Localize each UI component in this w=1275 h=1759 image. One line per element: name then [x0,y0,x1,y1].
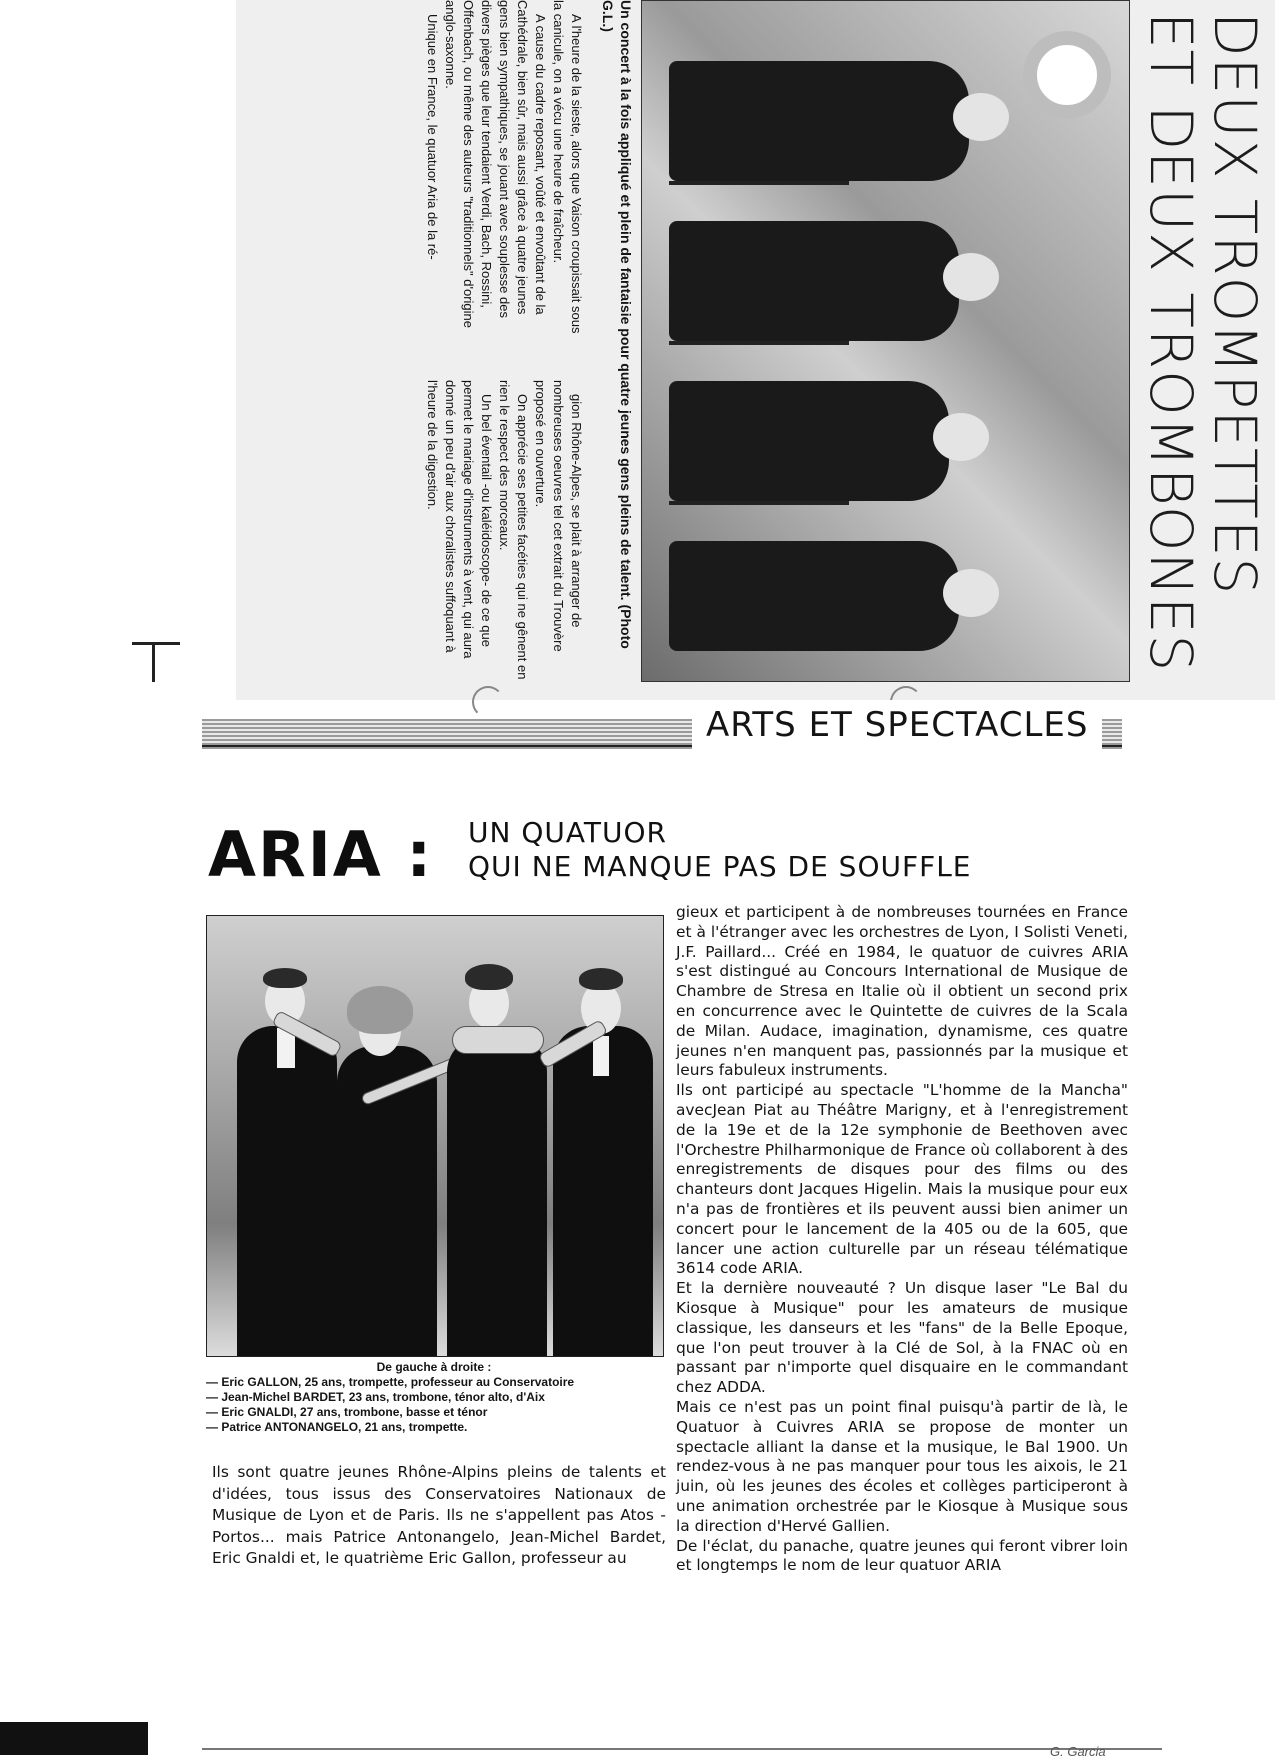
top-clipping [236,0,1275,700]
article-paragraph: gieux et participent à de nombreuses tournées en France et à l'étranger avec les orchestres de Lyon, I Solisti Veneti, J.F. Paillard... Créé en 1984, le quatuor de cuivres ARIA s'est distingué au Concours International de Musique de Chambre de Stresa en Italie où il obtient un second prix en concurrence avec le Quintette de cuivres de la Scala de Milan. Audace, imagination, dynamisme, ces quatre jeunes n'en manquent pas, passionnés par la musique et leurs fabuleux instruments. [676,903,1128,1080]
clipping-paragraph: On apprécie ses petites facéties qui ne gênent en rien le respect des morceaux. [497,380,530,680]
clipping-photo-caption: Un concert à la fois appliqué et plein de fantaisie pour quatre jeunes gens pleins de talent. (Photo G.L.) [600,0,634,649]
caption-title: De gauche à droite : [376,1360,492,1374]
article-paragraph: Ils ont participé au spectacle "L'homme de la Mancha" avecJean Piat au Théâtre Marigny, et à l'enregistrement de la 19e et de la 12e symphonie de Beethoven avec l'Orchestre Philharmonique de France où collaborent à des enregistrements de disques pour des films ou des chanteurs dont Jacques Higelin. Mais la musique pour eux n'a pas de frontières et ils peuvent aussi bien animer un concert pour le lancement de la 405 ou de la 605, que lancer une action culturelle par un réseau télématique 3614 code ARIA. [676,1081,1128,1278]
photo-caption [206,1360,662,1435]
clipping-photo [641,0,1130,682]
article-right-column [676,903,1128,1576]
author-signature: G. Garcia [1050,1744,1106,1759]
clipping-paragraph: A cause du cadre reposant, voûté et envoûtant de la Cathédrale, bien sûr, mais aussi grâce à quatre jeunes gens bien sympathiques, se jouant avec souplesse des divers pièges que leur tendaient Verdi, Bach, Rossini, Offenbach, ou même des auteurs "traditionnels" d'origine anglo-saxonne. [443,0,548,328]
article-paragraph: Mais ce n'est pas un point final puisqu'à partir de là, le Quatuor à Cuivres ARIA se propose de monter un spectacle alliant la danse et la musique, le Bal 1900. Un rendez-vous à ne pas manquer pour tous les aixois, le 21 juin, où les jeunes des écoles et collèges participeront à une animation orchestrée par le Kiosque à Musique sous la direction d'Hervé Gallien. [676,1397,1128,1535]
article-left-column: Ils sont quatre jeunes Rhône-Alpins pleins de talents et d'idées, tous issus des Conservatoires Nationaux de Musique de Lyon et de Paris. Ils ne s'appellent pas Atos - Portos... mais Patrice Antonangelo, Jean-Michel Bardet, Eric Gnaldi et, le quatrième Eric Gallon, professeur au [212,1463,666,1567]
clipping-paragraph: Un bel éventail -ou kaléidoscope- de ce que permet le mariage d'instruments à vent, qui aura donné un peu d'air aux choralistes suffoquant à l'heure de la digestion. [425,380,494,659]
clipping-column-2 [423,380,585,680]
subtitle-line-2: QUI NE MANQUE PAS DE SOUFFLE [468,850,972,883]
punch-hole [1023,31,1111,119]
caption-line: — Patrice ANTONANGELO, 21 ans, trompette. [206,1420,468,1434]
article-paragraph: De l'éclat, du panache, quatre jeunes qui feront vibrer loin et longtemps le nom de leur quatuor ARIA [676,1536,1128,1575]
quartet-photo [206,915,664,1357]
headline-line-1: DEUX TROMPETTES [1201,12,1269,596]
punch-hole [472,686,504,718]
subtitle-line-1: UN QUATUOR [468,816,667,849]
article-subtitle [468,816,972,884]
bottom-rule [202,1748,1162,1750]
scan-edge-bar [0,1722,148,1755]
clipping-paragraph: Unique en France, le quatuor Aria de la ré- [425,14,440,260]
caption-line: — Eric GALLON, 25 ans, trompette, professeur au Conservatoire [206,1375,575,1389]
clipping-headline [1130,0,1275,700]
clipping-paragraph: A l'heure de la sieste, alors que Vaison croupissait sous la canicule, on a vécu une heure de fraîcheur. [551,0,584,334]
section-label: ARTS ET SPECTACLES [692,700,1102,750]
caption-line: — Jean-Michel BARDET, 23 ans, trombone, ténor alto, d'Aix [206,1390,545,1404]
headline-line-2: ET DEUX TROMBONES [1137,12,1205,673]
clipping-column-1 [423,0,585,340]
clipping-paragraph: gion Rhône-Alpes, se plait à arranger de nombreuses oeuvres tel cet extrait du Trouvère proposé en ouverture. [533,380,584,652]
top-clipping-content [236,0,1275,700]
article-title: ARIA : [208,818,434,891]
article-paragraph: Et la dernière nouveauté ? Un disque laser "Le Bal du Kiosque à Musique" pour les amateurs de musique classique, les danseurs et les "fans" de la Belle Epoque, que l'on peut trouver à la Clé de Sol, à la FNAC où en passant par n'importe quel disquaire en le commandant chez ADDA. [676,1279,1128,1397]
crop-mark [132,642,180,682]
caption-line: — Eric GNALDI, 27 ans, trombone, basse et ténor [206,1405,488,1419]
